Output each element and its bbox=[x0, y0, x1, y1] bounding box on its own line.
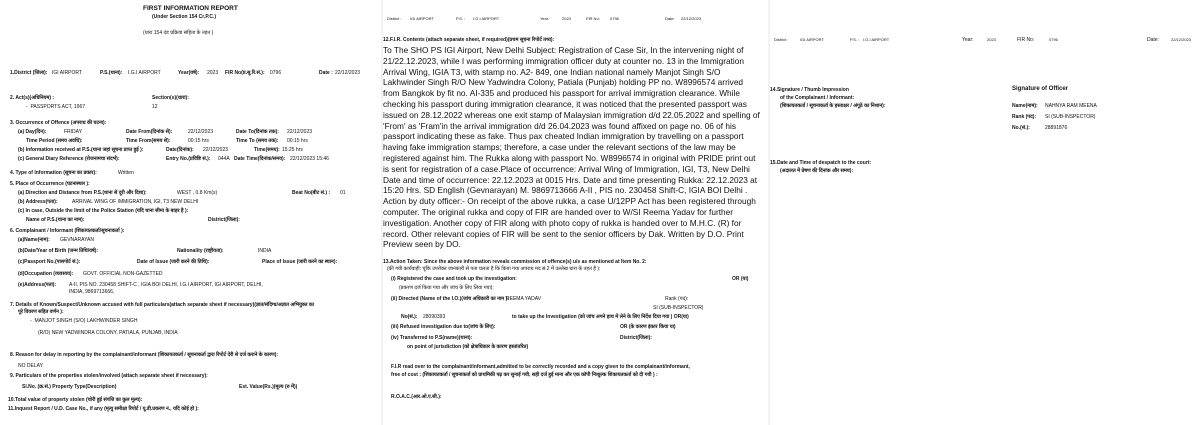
beat-label: Beat No(बीट सं.) : bbox=[292, 190, 331, 196]
fir-value: 0796 bbox=[270, 70, 282, 76]
no-label: No(सं.): bbox=[401, 314, 418, 320]
fir-contents-line: from Bangkok by fit no. AI-335 and produced his passport for arrival immigration clearance. While bbox=[383, 88, 740, 99]
ps-value: I.G.I AIRPORT bbox=[128, 70, 161, 76]
roac-label: R.O.A.C.(आर.ओ.ए.सी.): bbox=[391, 394, 442, 400]
refused-or-label: OR (के कारण इंकार किया या) bbox=[620, 324, 676, 330]
gd-datetime-label: Date Time(दिनांक/समय): bbox=[234, 156, 286, 162]
ps-value: I.G.I AIRPORT bbox=[863, 37, 890, 42]
delay-value: NO DELAY bbox=[18, 363, 43, 369]
info-date-label: Date(दिनांक): bbox=[166, 147, 194, 153]
type-info-label: 4. Type of Information (सूचना का प्रकार): bbox=[10, 170, 97, 176]
beat-value: 01 bbox=[340, 190, 346, 196]
free-of-cost-label: free of cost : (शिकायतकर्ता / सूचनाकर्ता को प्राथमिकी पढ़ कर सुनाई गयी, सही दर्ज हुई माना और एक कॉपी निःशुल्क शिकायतकर्ता को दी गयी ) : bbox=[391, 372, 658, 378]
total-value-label: 10.Total value of property stolen (चोरी हुई संपत्ति का कुल मूल्य): bbox=[8, 397, 143, 403]
fir-contents-line: To The SHO PS IGI Airport, New Delhi Subject: Registration of Case Sir, In the intervening night of bbox=[383, 45, 744, 55]
address2-label: (e)Address(पता): bbox=[18, 282, 57, 288]
est-value-label: Est. Value(Rs.)(मूल्य (रु में)) bbox=[239, 384, 298, 390]
report-title: FIRST INFORMATION REPORT bbox=[143, 5, 238, 12]
date-to-value: 22/12/2023 bbox=[287, 129, 313, 135]
occupation-label: (d)Occupation (व्यवसाय): bbox=[18, 271, 74, 277]
address-label: (b) Address(पता): bbox=[18, 199, 58, 205]
date-from-label: Date From(दिनांक से): bbox=[126, 129, 173, 135]
io-name: REEMA YADAV bbox=[506, 296, 542, 302]
fir-contents-line: Arrival Wing, IGIA T3, with stamp no. A2- 849, one Indian national namely Manjot Singh S/O bbox=[383, 66, 721, 77]
time-to-value: 00:15 hrs bbox=[287, 138, 308, 144]
fir-contents-line: record. Other relevant copies of FIR will be sent to the senior officers by Dak. Written by D.O. Print bbox=[383, 228, 744, 239]
fir-contents-line: 'From' as 'Fram'in the arrival immigration d/d 26.04.2023 was found affixed on page no. 06 of his bbox=[383, 120, 736, 131]
year-label: Year: bbox=[962, 37, 974, 43]
jurisdiction-label: on point of jurisdiction (को क्षेत्राधिकार के कारण हस्तांतरित) bbox=[407, 344, 529, 350]
stolen-columns: Sl.No. (क्र.सं.) Property Type(Description) bbox=[22, 384, 117, 390]
fir-contents-line: Date and time of occurrence: 22.12.2023 at 0015 Hrs. Date and time presenting Rukka: 22.12.2023 at bbox=[383, 174, 758, 185]
transferred-district-label: District(जिला): bbox=[620, 335, 652, 341]
read-over-label: F.I.R read over to the complainant/informant,admitted to be correctly recorded and a copy given to the complainant/informant, bbox=[391, 364, 690, 370]
fir-label: FIR No(प्र.सू.रि.सं.): bbox=[225, 70, 265, 76]
time-from-value: 00:15 hrs bbox=[188, 138, 209, 144]
district-value: IGI AIRPORT bbox=[800, 37, 824, 42]
time-period-label: Time Period (समय अवधि): bbox=[26, 138, 83, 144]
dist-dir-value: WEST , 0.8 Km(s) bbox=[177, 190, 218, 196]
info-time-value: 15:25 hrs bbox=[282, 147, 303, 153]
fir-contents-line: having fake immigration stamps; therefore, a case under the relevant sections of the law may be bbox=[383, 142, 736, 153]
inquest-label: 11.Inquest Report / U.D. Case No., if any (मृत्यु समीक्षा रिपोर्ट / यू.डी.प्रकरण न., यदि कोई हो ): bbox=[8, 406, 199, 412]
type-info-value: Written bbox=[118, 170, 134, 176]
info-received-label: (b) Information received at P.S.(थाना जहां सूचना प्राप्त हुई ): bbox=[18, 147, 144, 153]
accused-name: - MANJOT SINGH (S/O) LAKHWINDER SINGH bbox=[30, 318, 138, 324]
despatch-hindi: (अदालत में प्रेषण की दिनांक और समय): bbox=[780, 168, 854, 174]
transferred-label: (iv) Transferred to P.S(name)(थाना): bbox=[391, 335, 473, 341]
gd-label: (c) General Diary Reference (रोजनामचा संदर्भ): bbox=[18, 156, 120, 162]
rank-label: Rank (पद): bbox=[665, 296, 689, 302]
refused-label: (iii) Refused investigation due to(जांच के लिए): bbox=[391, 324, 496, 330]
directed-label: (ii) Directed (Name of the I.O.)(जांच अधिकारी का नाम ): bbox=[391, 296, 509, 302]
day-value: FRIDAY bbox=[64, 129, 82, 135]
fir-contents-line: Preview seen by DO. bbox=[383, 239, 461, 250]
passport-label: (c)Passport No.(पासपोर्ट सं.): bbox=[18, 259, 81, 265]
fir-contents-line: Lakhwinder Singh R/O New Yadwindra Colony, Patiala (Punjab) holding PP no. W8996574 arrived bbox=[383, 77, 744, 88]
occurrence-label: 3. Occurrence of Offence (अपराध की घटना): bbox=[10, 120, 107, 126]
nationality-label: Nationality (राष्ट्रीयता): bbox=[177, 248, 224, 254]
fir-page-3 bbox=[770, 0, 1199, 425]
gd-datetime-value: 22/12/2023 15:46 bbox=[290, 156, 329, 162]
officer-name-value: NAHNYA RAM MEENA bbox=[1045, 103, 1097, 109]
fir-value: 0796 bbox=[610, 16, 619, 21]
action-label: 13.Action Taken: Since the above information reveals commission of offence(s) u/s as mentioned at Item No. 2: bbox=[383, 259, 647, 265]
district-value: IGI AIRPORT bbox=[52, 70, 82, 76]
name-value: GEVNARAYAN bbox=[60, 237, 94, 243]
doi-label: Date of Issue (जारी करने की तिथि): bbox=[137, 259, 210, 265]
info-date-value: 22/12/2023 bbox=[203, 147, 229, 153]
name-label: (a)Name(नाम): bbox=[18, 237, 50, 243]
contents-label: 12.F.I.R. Contents (attach separate sheet, if required)(प्रथम सूचना रिपोर्ट तथ्य): bbox=[383, 37, 555, 43]
registered-label: (i) Registered the case and took up the investigation: bbox=[391, 276, 517, 282]
entry-label: Entry No.(प्रविष्टि सं.): bbox=[166, 156, 211, 162]
year-value: 2023 bbox=[987, 37, 996, 42]
district-label: District : bbox=[387, 16, 402, 21]
date-to-label: Date To(दिनांक तक): bbox=[236, 129, 279, 135]
outside-label: (c) In case, Outside the limit of the Police Station (यदि थाना सीमा के बाहर है ): bbox=[18, 208, 189, 214]
report-hindi-subtitle: (धारा 154 दंड प्रक्रिया संहिता के तहत ) bbox=[143, 30, 214, 36]
officer-no-value: 28891876 bbox=[1045, 125, 1068, 131]
ps-label: P.S. : bbox=[456, 16, 466, 21]
action-hindi: (की गयी कार्यवाही: चूंकि उपरोक्त जानकारी से पता चलता है कि किया गया अपराध मद सं.2 में उल्लेख धारा के तहत है ): bbox=[387, 266, 601, 272]
place-label: 5. Place of Occurrence (घटनास्थल ): bbox=[10, 181, 90, 187]
fir-contents-line: Action by duty officer:- On receipt of the above rukka, a case U/12PP Act has been registered through bbox=[383, 196, 756, 207]
acts-value: - PASSPORTS ACT, 1967 bbox=[26, 104, 86, 110]
acts-label: 2. Act(s)(अधिनियम) : bbox=[10, 95, 55, 101]
delay-label: 8. Reason for delay in reporting by the complainant/informant (शिकायतकर्ता / सूचनाकर्ता द्वारा रिपोर्ट देरी से दर्ज कराने के कारण): bbox=[10, 352, 279, 358]
accused-label-2: पूरे विवरण सहित वर्णन ): bbox=[18, 309, 64, 315]
accused-label: 7. Details of Known/Suspect/Unknown accused with full particulars(attach separate sheet if necessary)(ज्ञात/संदिग्ध/अज्ञात अभियुक्त का bbox=[10, 302, 314, 308]
ps-label: P.S. : bbox=[850, 37, 860, 42]
complainant-label: 6. Complainant / Informant (शिकायतकर्ता/सूचनाकर्ता ): bbox=[10, 228, 125, 234]
fir-contents-line: investigation. Another copy of FIR along with photo copy of rukka is handed over to M.H.C. (R) for bbox=[383, 217, 742, 228]
info-time-label: Time(समय): bbox=[254, 147, 280, 153]
ps-label: P.S.(थाना): bbox=[100, 70, 123, 76]
fir-contents-line: passport indicating these as fake. Thus pax cheated Indian immigration by travelling on a passport bbox=[383, 131, 744, 142]
despatch-label: 15.Date and Time of despatch to the court: bbox=[770, 160, 872, 166]
date-value: 22/12/2023 bbox=[335, 70, 361, 76]
dob-label: (b)Date/Year of Birth (जन्म तिथि/वर्ष): bbox=[18, 248, 99, 254]
officer-rank-value: SI (SUB-INSPECTOR) bbox=[1045, 114, 1096, 120]
fir-contents-line: 15:20 Hrs. SD English (Gevnarayan) M. 9869713666 A-II , PIS no. 230458 Shift-C, IGIA BOI Delhi . bbox=[383, 185, 748, 196]
year-label: Year: bbox=[540, 16, 550, 21]
address-value: ARRIVAL WING OF IMMIGRATION, IGI, T3 NEW DELHI bbox=[72, 199, 199, 205]
officer-name-label: Name(नाम): bbox=[1012, 103, 1038, 109]
nationality-value: INDIA bbox=[258, 248, 272, 254]
date-value: 22/12/2023 bbox=[1171, 37, 1192, 42]
dist-dir-label: (a) Direction and Distance from P.S.(थाना से दूरी और दिशा): bbox=[18, 190, 147, 196]
report-subtitle: (Under Section 154 Cr.P.C.) bbox=[152, 14, 217, 20]
sections-value: 12 bbox=[152, 104, 158, 110]
officer-signature-label: Signature of Officer bbox=[1012, 86, 1069, 92]
day-label: (a) Day(दिन): bbox=[18, 129, 47, 135]
fir-label: FIR No: bbox=[586, 16, 600, 21]
name-ps-label: Name of P.S.(थाना का नाम): bbox=[26, 217, 85, 223]
officer-rank-label: Rank (पद): bbox=[1012, 114, 1037, 120]
fir-contents-line: is sent for registration of a case.Place of occurrence: Arrival Wing of Immigration, IGI, T3, New Delhi bbox=[383, 163, 750, 174]
fir-contents-line: computer. The original rukka and copy of FIR are handed over to W/SI Reema Yadav for further bbox=[383, 207, 734, 217]
fir-page-2 bbox=[383, 0, 768, 425]
fir-contents-line: registered against him. The Rukka along with passport No. W8996574 in original with PRIDE print out bbox=[383, 153, 756, 163]
address2-line2: INDIA, 9869713666, bbox=[69, 289, 115, 295]
fir-contents-line: checking his passport during immigration clearance, it was noticed that the presented passport was bbox=[383, 99, 747, 109]
date-from-value: 22/12/2023 bbox=[188, 129, 214, 135]
date-label: Date : bbox=[319, 70, 333, 76]
fir-label: FIR No: bbox=[1017, 37, 1035, 43]
date-label: Date: bbox=[1147, 37, 1159, 43]
take-up-label: to take up the Investigation (को जांच अपने हाथ में लेने के लिए निर्देश दिया गया ) OR(या) bbox=[512, 314, 689, 320]
address2-line1: A-II, PIS NO. 230458 SHIFT-C , IGIA BOI DELHI, I.G.I AIRPORT, IGI AIRPORT, DELHI, bbox=[69, 282, 263, 288]
date-value: 22/12/2023 bbox=[681, 16, 702, 21]
date-label: Date: bbox=[665, 16, 675, 21]
year-value: 2023 bbox=[562, 16, 571, 21]
signature-hindi: (शिकायतकर्ता / सूचनाकर्ता के हस्ताक्षर / अंगूठे का निशान): bbox=[780, 103, 886, 109]
district-label: 1.District (जिला): bbox=[10, 70, 48, 76]
district-label: District : bbox=[774, 37, 789, 42]
year-value: 2023 bbox=[207, 70, 219, 76]
time-to-label: Time To (समय तक): bbox=[236, 138, 279, 144]
accused-address: (R/O) NEW YADWINDRA COLONY, PATIALA, PUNJAB, INDIA bbox=[38, 330, 178, 336]
district-value: IGI AIRPORT bbox=[410, 16, 434, 21]
or-label: OR (या) bbox=[732, 276, 749, 282]
fir-page-1 bbox=[0, 0, 381, 425]
rank-value: SI (SUB-INSPECTOR) bbox=[653, 305, 704, 311]
year-label: Year(वर्ष): bbox=[178, 70, 200, 76]
signature-label: 14.Signature / Thumb Impression bbox=[770, 87, 849, 93]
no-value: 28090393 bbox=[423, 314, 446, 320]
signature-label-2: of the Complainant / Informant: bbox=[780, 95, 855, 101]
time-from-label: Time From(समय से): bbox=[126, 138, 171, 144]
sections-label: Section(s)(धारा): bbox=[152, 95, 189, 101]
fir-contents-line: issued on 28.12.2022 whereas one exit stamp of Malaysian immigration d/d 22.05.2022 and spelling of bbox=[383, 109, 760, 120]
occupation-value: GOVT. OFFICIAL NON-GAZETTED bbox=[83, 271, 163, 277]
ps-value: I.G.I AIRPORT bbox=[473, 16, 500, 21]
district2-label: District(जिला): bbox=[208, 217, 240, 223]
stolen-label: 9. Particulars of the properties stolen/involved (attach separate sheet if necessary): bbox=[10, 373, 208, 379]
fir-contents-line: 21/22.12.2023, while I was performing immigration officer duty at counter no. 13 in the Immigration bbox=[383, 55, 744, 66]
officer-no-label: No.(सं.): bbox=[1012, 125, 1030, 131]
entry-value: 044A bbox=[218, 156, 230, 162]
registered-hindi: (प्रकरण दर्ज किया गया और जांच के लिए लिया गया): bbox=[399, 285, 494, 291]
poi-label: Place of Issue (जारी करने का स्थान): bbox=[262, 259, 338, 265]
fir-value: 0796 bbox=[1049, 37, 1058, 42]
